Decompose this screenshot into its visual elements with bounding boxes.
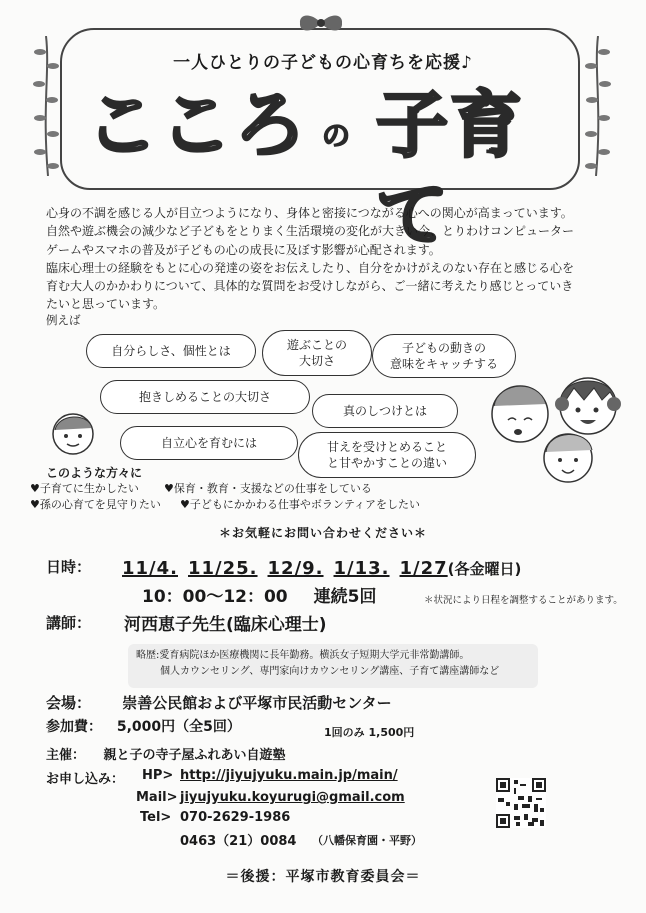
topic-bubble: 自分らしさ、個性とは [86, 334, 256, 368]
title-part2: 子育て [376, 83, 525, 257]
venue-value: 崇善公民館および平塚市民活動センター [122, 694, 392, 712]
venue-row [46, 692, 392, 713]
series-count: 連続5回 [313, 587, 377, 607]
mail-label: Mail> [136, 790, 178, 805]
main-title [86, 80, 566, 257]
title-part1: こころ [86, 83, 309, 167]
schedule-note: ＊状況により日程を調整することがあります。 [424, 595, 623, 606]
weekday: (各金曜日) [447, 560, 522, 578]
host-row [46, 744, 286, 763]
boy-face-icon [48, 408, 98, 458]
time-range: 10：00～12：00 [142, 587, 288, 607]
bio-line: 個人カウンセリング、専門家向けカウンセリング講座、子育て講座講師など [160, 666, 500, 677]
title-no: の [322, 119, 351, 152]
examples-label: 例えば [46, 313, 81, 327]
topic-bubble: 遊ぶことの 大切さ [262, 330, 372, 376]
date-item: 1/27 [399, 558, 448, 579]
children-illustration [478, 366, 634, 486]
fee-single: 1回のみ 1,500円 [324, 726, 415, 739]
support-footer: ＝後援：平塚市教育委員会＝ [225, 869, 421, 885]
topic-bubble: 子どもの動きの 意味をキャッチする [372, 334, 516, 378]
date-item: 11/4. [122, 558, 178, 579]
hp-link[interactable]: http://jiyujyuku.main.jp/main/ [180, 768, 398, 783]
bow-icon [296, 12, 346, 34]
audience-item: ♥子育てに生かしたい [30, 482, 139, 495]
topic-bubble: 自立心を育むには [120, 426, 298, 460]
tel-secondary[interactable]: 0463（21）0084 [180, 834, 297, 849]
audience-title: このような方々に [46, 466, 143, 480]
subtitle: 一人ひとりの子どもの心育ちを応援♪ [173, 53, 473, 73]
date-item: 12/9. [267, 558, 324, 579]
apply-label: お申し込み： [46, 772, 125, 787]
fee-row [46, 716, 241, 736]
lecturer-bio [128, 644, 538, 688]
schedule-label: 日時： [46, 558, 92, 576]
mail-link[interactable]: jiyujyuku.koyurugi@gmail.com [180, 790, 405, 805]
audience-item: ♥保育・教育・支援などの仕事をしている [164, 482, 372, 495]
lecturer-label: 講師： [46, 614, 92, 632]
qr-code[interactable] [496, 778, 546, 828]
audience-item: ♥孫の心育てを見守りたい [30, 498, 161, 511]
lecturer-name: 河西恵子先生(臨床心理士) [124, 615, 327, 635]
host-value: 親と子の寺子屋ふれあい自遊塾 [103, 748, 286, 763]
fee-label: 参加費： [46, 719, 102, 735]
audience-item: ♥子どもにかかわる仕事やボランティアをしたい [180, 498, 420, 511]
hp-label: HP> [142, 768, 174, 783]
schedule-dates [122, 558, 521, 579]
topic-bubble: 真のしつけとは [312, 394, 458, 428]
intro-text: 心身の不調を感じる人が目立つようになり、身体と密接につながる心への関心が高まっています。 自然や遊ぶ機会の減少など子どもをとりまく生活環境の変化が大きい今、とりわけコンピューター ゲームやスマホの普及が子どもの心の成長に及ぼす影響が心配されます。 臨床心理士の経験をもとに心の発達の姿をお伝えしたり、自分をかけがえのない存在と感じる心を 育む大人のかかわりについて、具体的な質問をお受けしながら、ご一緒に考えたり感じとっていき たいと思っています。 [46, 206, 575, 312]
topic-bubble: 抱きしめることの大切さ [100, 380, 310, 414]
tel-secondary-note: （八幡保育園・平野） [312, 834, 422, 847]
venue-label: 会場： [46, 694, 92, 712]
date-item: 11/25. [188, 558, 258, 579]
host-label: 主催： [46, 748, 86, 763]
bio-line: 略歴:愛育病院ほか医療機関に長年勤務。横浜女子短期大学元非常勤講師。 [136, 650, 470, 661]
tel-label: Tel> [140, 810, 172, 825]
audience-list [30, 481, 490, 513]
fee-value: 5,000円（全5回） [116, 719, 241, 735]
date-item: 1/13. [333, 558, 390, 579]
topic-bubble: 甘えを受けとめること と甘やかすことの違い [298, 432, 476, 478]
tel-primary[interactable]: 070-2629-1986 [180, 810, 291, 825]
schedule-time [142, 582, 376, 607]
inquiry-note: ＊お気軽にお問い合わせください＊ [218, 526, 427, 540]
